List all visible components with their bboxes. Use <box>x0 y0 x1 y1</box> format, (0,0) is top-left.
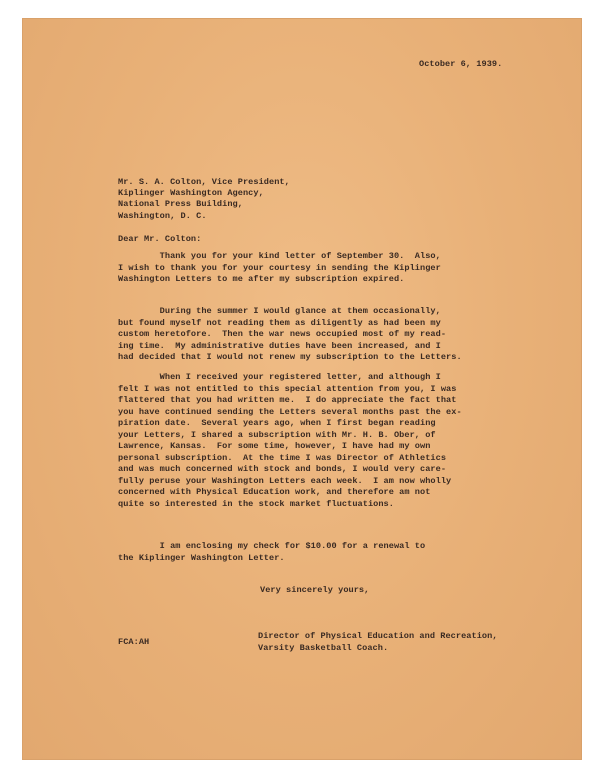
body-line: I wish to thank you for your courtesy in sending the Kiplinger <box>118 262 441 273</box>
salutation: Dear Mr. Colton: <box>118 234 202 244</box>
body-paragraph-3 <box>118 372 462 511</box>
reference-initials: FCA:AH <box>118 637 150 647</box>
recipient-line: Mr. S. A. Colton, Vice President, <box>118 177 290 187</box>
body-line: flattered that you had written me. I do appreciate the fact that <box>118 395 457 406</box>
recipient-address <box>118 177 290 222</box>
body-line: had decided that I would not renew my subscription to the Letters. <box>118 352 462 363</box>
signature-title: Varsity Basketball Coach. <box>258 643 389 654</box>
body-line: Thank you for your kind letter of September 30. Also, <box>118 251 441 261</box>
body-line: custom heretofore. Then the war news occupied most of my read- <box>118 329 447 340</box>
body-line: quite so interested in the stock market fluctuations. <box>118 499 394 510</box>
body-line: felt I was not entitled to this special attention from you, I was <box>118 383 457 394</box>
body-line: the Kiplinger Washington Letter. <box>118 552 285 563</box>
body-paragraph-4 <box>118 541 425 564</box>
body-line: piration date. Several years ago, when I first began reading <box>118 418 436 429</box>
body-line: ing time. My administrative duties have been increased, and I <box>118 340 441 351</box>
body-line: Lawrence, Kansas. For some time, however, I have had my own <box>118 441 431 452</box>
body-line: but found myself not reading them as diligently as had been my <box>118 317 441 328</box>
body-line: I am enclosing my check for $10.00 for a renewal to <box>118 541 426 551</box>
complimentary-closing: Very sincerely yours, <box>260 585 370 595</box>
body-line: During the summer I would glance at them occasionally, <box>118 306 441 316</box>
body-line: fully peruse your Washington Letters each week. I am now wholly <box>118 475 452 486</box>
recipient-line: Kiplinger Washington Agency, <box>118 188 264 199</box>
body-line: personal subscription. At the time I was Director of Athletics <box>118 452 447 463</box>
body-paragraph-1 <box>118 251 441 286</box>
body-line: and was much concerned with stock and bonds, I would very care- <box>118 464 447 475</box>
body-paragraph-2 <box>118 306 462 364</box>
body-line: Washington Letters to me after my subscription expired. <box>118 274 405 285</box>
letter-date: October 6, 1939. <box>419 59 503 69</box>
body-line: concerned with Physical Education work, and therefore am not <box>118 487 431 498</box>
body-line: you have continued sending the Letters several months past the ex- <box>118 406 462 417</box>
body-line: When I received your registered letter, and although I <box>118 372 441 382</box>
signature-title: Director of Physical Education and Recreation, <box>258 631 498 641</box>
recipient-line: Washington, D. C. <box>118 210 207 221</box>
signature-block <box>258 630 498 655</box>
body-line: your Letters, I shared a subscription with Mr. H. B. Ober, of <box>118 429 436 440</box>
recipient-line: National Press Building, <box>118 199 243 210</box>
